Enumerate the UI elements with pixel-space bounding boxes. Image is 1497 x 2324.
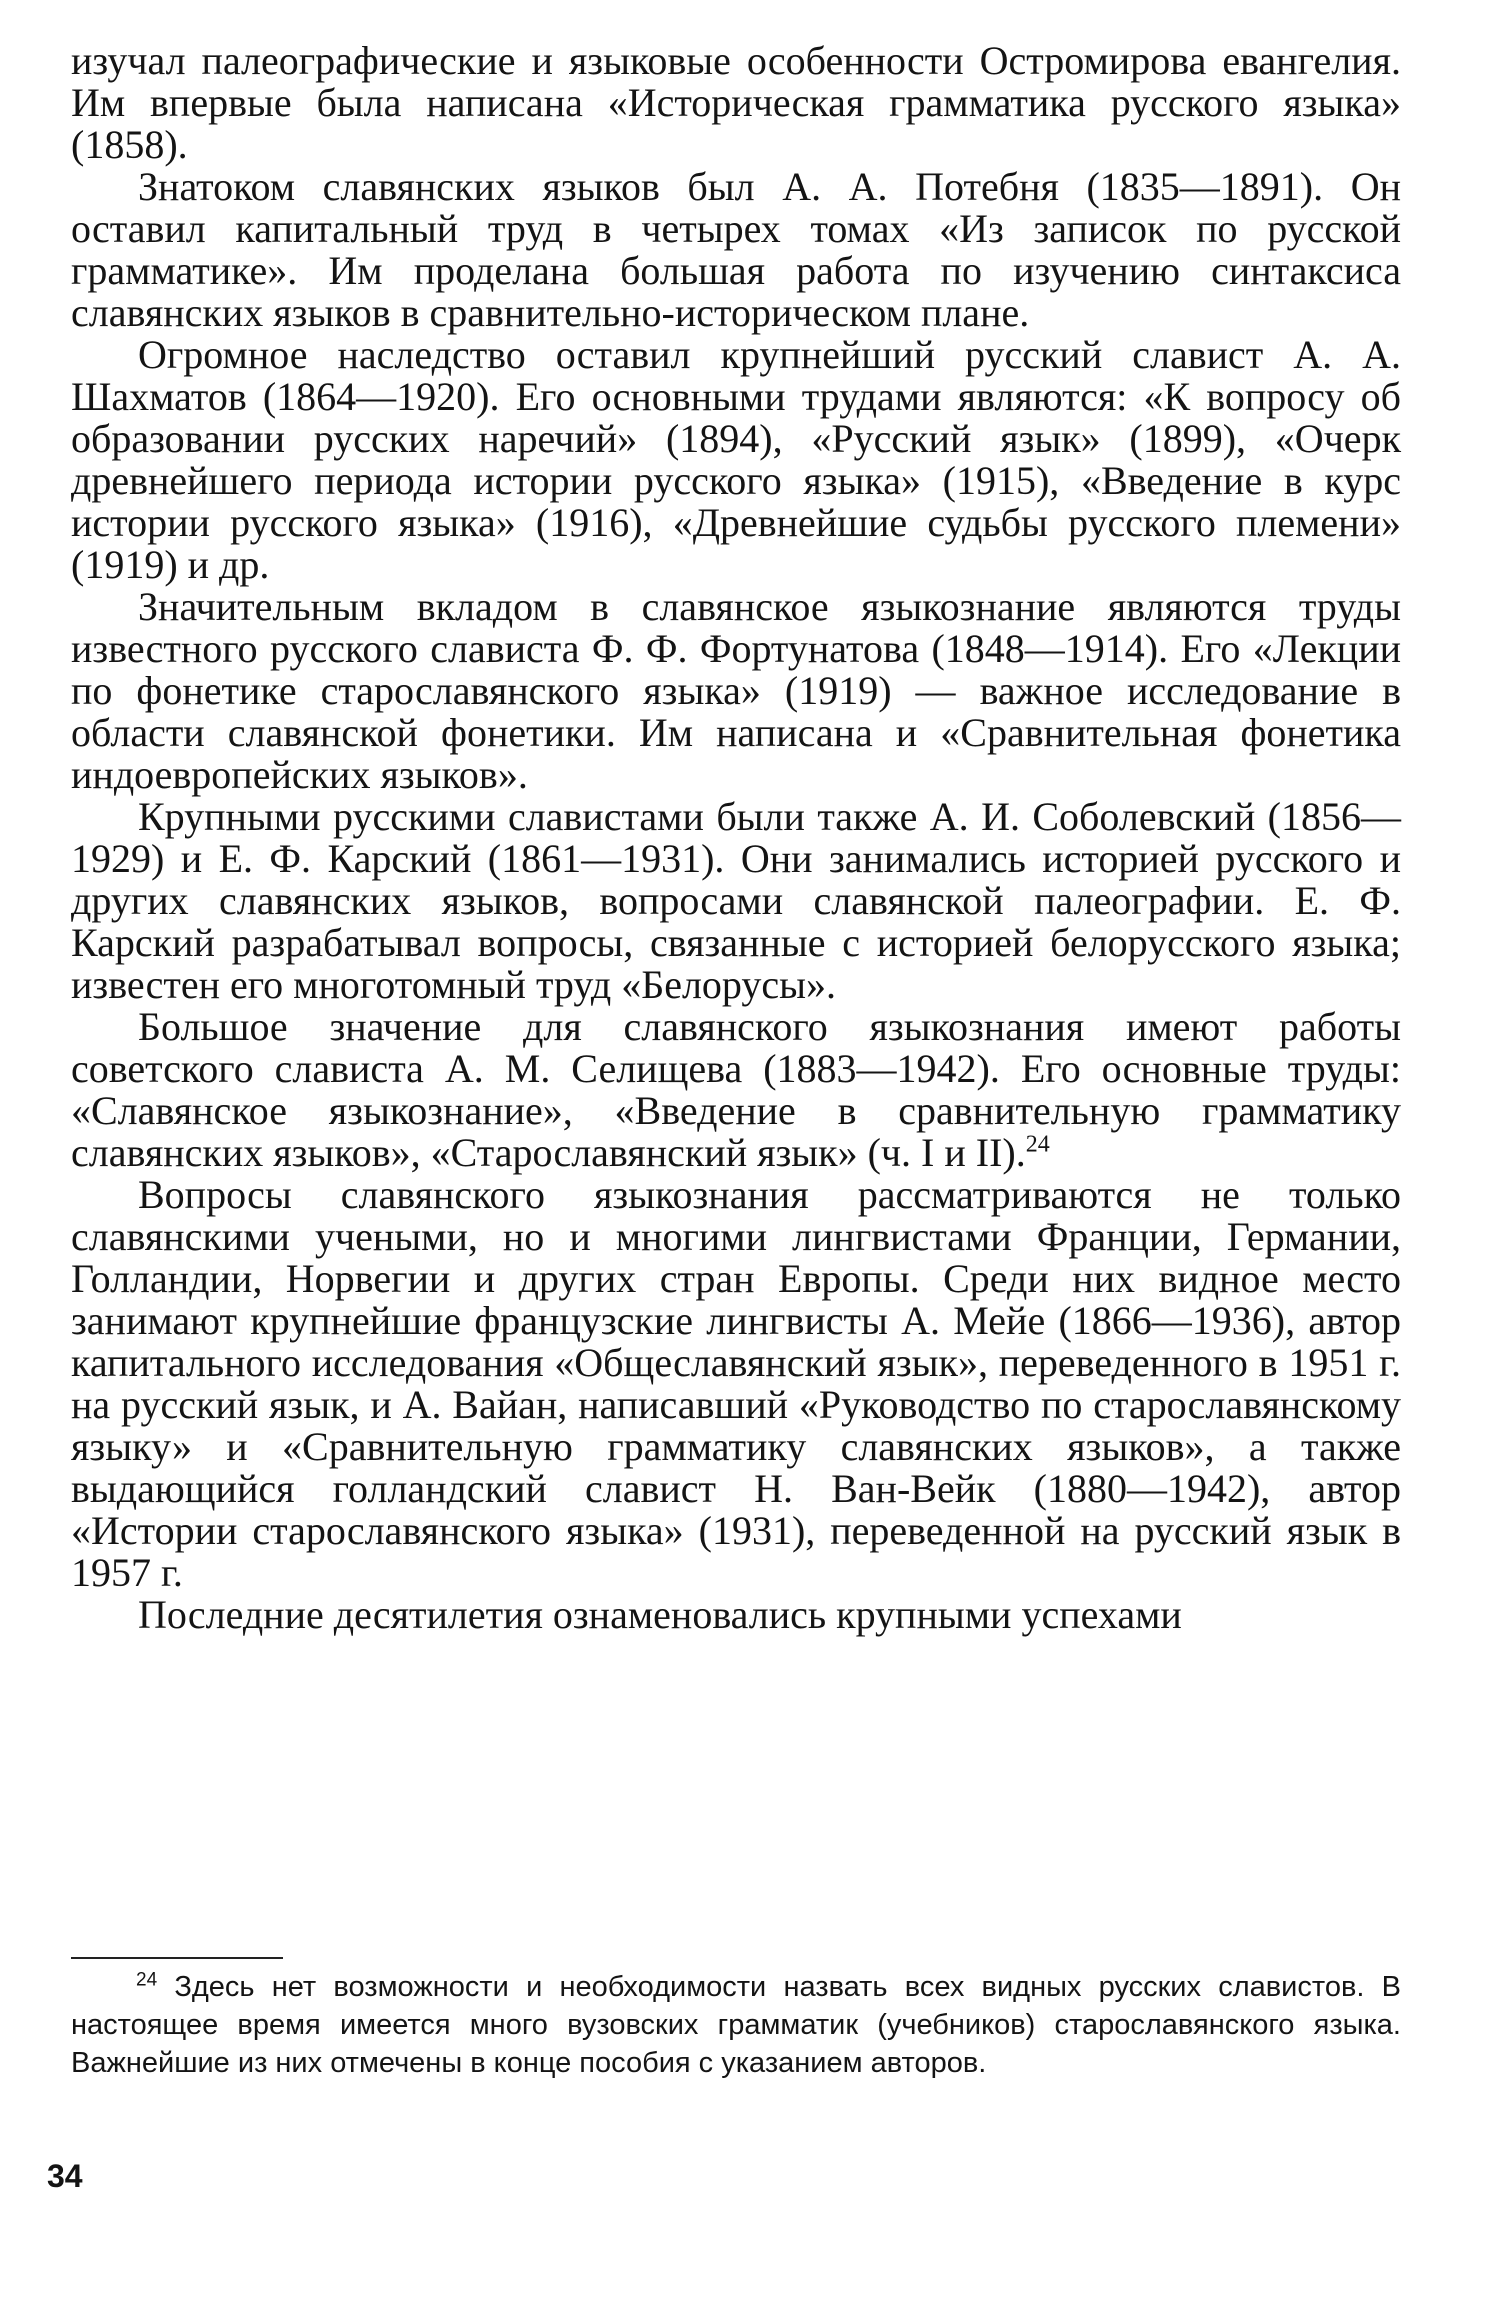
paragraph-4: Значительным вкладом в славянское языкознание являются труды известного русского слависта Ф. Ф. Фортунатова (1848—1914). Его «Лекции по фонетике старославянского языка» (1919) — важное исследование в области славянской фонетики. Им написана и «Сравнительная фонетика индоевропейских языков».	[71, 584, 1401, 797]
paragraph-1: изучал палеографические и языковые особенности Остромирова евангелия. Им впервые была написана «Историческая грамматика русского языка» (1858).	[71, 38, 1401, 167]
page-number: 34	[47, 2158, 83, 2194]
footnote-number: 24	[136, 1969, 158, 1991]
paragraph-7: Вопросы славянского языкознания рассматриваются не только славянскими учеными, но и многими лингвистами Франции, Германии, Голландии, Норвегии и других стран Европы. Среди них видное место занимают крупнейшие французские лингвисты А. Мейе (1866—1936), автор капитального исследования «Общеславянский язык», переведенного в 1951 г. на русский язык, и А. Вайан, написавший «Руководство по старославянскому языку» и «Сравнительную грамматику славянских языков», а также выдающийся голландский славист Н. Ван-Вейк (1880—1942), автор «Истории старославянского языка» (1931), переведенной на русский язык в 1957 г.	[71, 1172, 1401, 1595]
page-body	[71, 40, 1401, 1636]
paragraph-8: Последние десятилетия ознаменовались крупными успехами	[138, 1592, 1182, 1637]
footnote-divider	[71, 1957, 283, 1959]
paragraph-5: Крупными русскими славистами были также А. И. Соболевский (1856—1929) и Е. Ф. Карский (1861—1931). Они занимались историей русского и других славянских языков, вопросами славянской палеографии. Е. Ф. Карский разрабатывал вопросы, связанные с историей белорусского языка; известен его многотомный труд «Белорусы».	[71, 794, 1401, 1007]
paragraph-6-text: Большое значение для славянского языкознания имеют работы советского слависта А. М. Селищева (1883—1942). Его основные труды: «Славянское языкознание», «Введение в сравнительную грамматику славянских языков», «Старославянский язык» (ч. I и II).	[71, 1004, 1401, 1175]
footnote-reference[interactable]: 24	[1025, 1131, 1050, 1158]
paragraph-2: Знатоком славянских языков был А. А. Потебня (1835—1891). Он оставил капитальный труд в четырех томах «Из записок по русской грамматике». Им проделана большая работа по изучению синтаксиса славянских языков в сравнительно-историческом плане.	[71, 164, 1401, 335]
footnote-text: Здесь нет возможности и необходимости назвать всех видных русских славистов. В настоящее время имеется много вузовских грамматик (учебников) старославянского языка. Важнейшие из них отмечены в конце пособия с указанием авторов.	[71, 1971, 1401, 2079]
paragraph-3: Огромное наследство оставил крупнейший русский славист А. А. Шахматов (1864—1920). Его основными трудами являются: «К вопросу об образовании русских наречий» (1894), «Русский язык» (1899), «Очерк древнейшего периода истории русского языка» (1915), «Введение в курс истории русского языка» (1916), «Древнейшие судьбы русского племени» (1919) и др.	[71, 332, 1401, 587]
footnote	[71, 1968, 1401, 2082]
paragraph-6	[71, 1006, 1401, 1174]
